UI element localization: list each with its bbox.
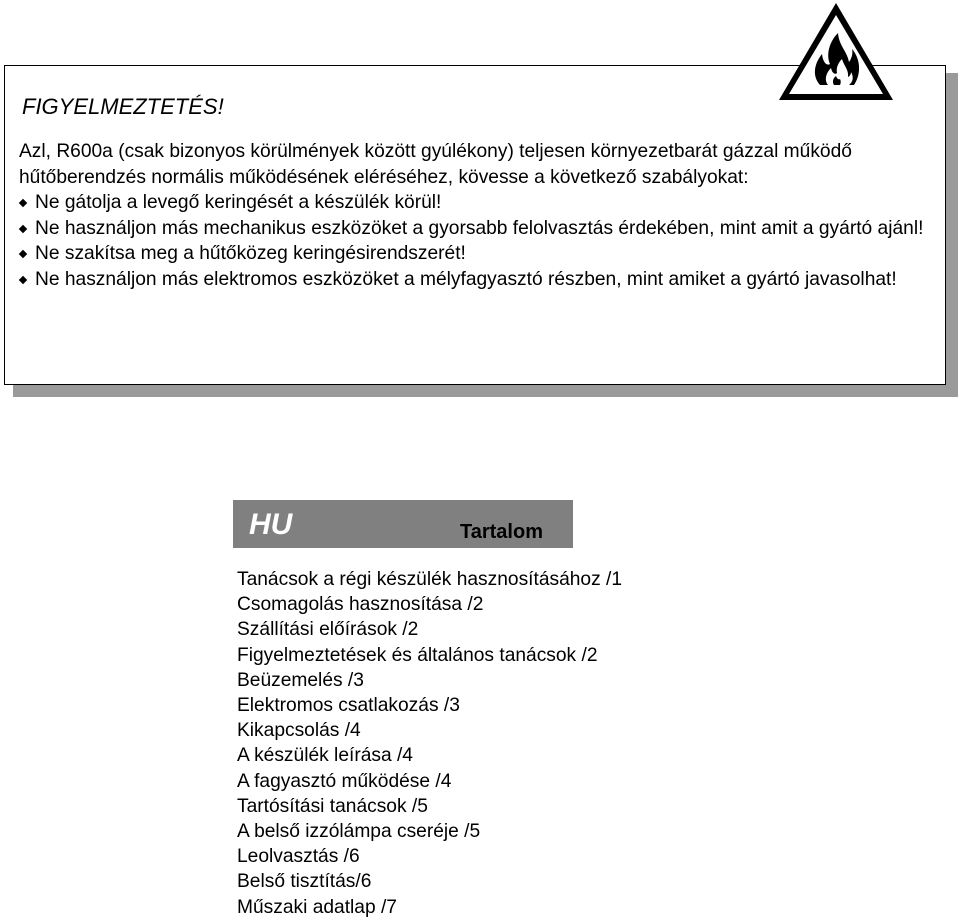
bullet-icon xyxy=(19,224,27,232)
warning-title: FIGYELMEZTETÉS! xyxy=(22,94,224,119)
toc-list xyxy=(237,567,622,920)
warning-rule-text: Ne gátolja a levegő keringését a készülék körül! xyxy=(35,192,442,213)
toc-entry: Műszaki adatlap /7 xyxy=(237,896,397,918)
toc-entry: Elektromos csatlakozás /3 xyxy=(237,695,460,717)
bullet-icon xyxy=(19,199,27,207)
warning-body xyxy=(19,139,934,292)
toc-entry: Beüzemelés /3 xyxy=(237,669,364,691)
toc-title: Tartalom xyxy=(460,521,543,543)
toc-entry: Belső tisztítás/6 xyxy=(237,871,372,893)
bullet-icon xyxy=(19,275,27,283)
warning-rule xyxy=(19,267,934,293)
warning-rule xyxy=(19,190,934,216)
toc-entry: Tartósítási tanácsok /5 xyxy=(237,795,428,817)
warning-rule-text: Ne használjon más elektromos eszközöket a mélyfagyasztó részben, mint amiket a gyártó javasolhat! xyxy=(35,268,897,290)
warning-box xyxy=(4,65,946,385)
toc-entry: Tanácsok a régi készülék hasznosításához /1 xyxy=(237,569,623,590)
flammable-warning-icon xyxy=(776,0,896,104)
warning-rule xyxy=(19,241,934,267)
toc-header xyxy=(233,500,573,548)
toc-entry: Leolvasztás /6 xyxy=(237,846,360,868)
toc-entry: A fagyasztó működése /4 xyxy=(237,770,452,792)
toc-entry: A készülék leírása /4 xyxy=(237,745,413,767)
bullet-icon xyxy=(19,250,27,258)
warning-rules-list xyxy=(19,190,934,292)
toc-entry: A belső izzólámpa cseréje /5 xyxy=(237,821,481,843)
toc-entry: Szállítási előírások /2 xyxy=(237,619,419,641)
warning-intro: Azl, R600a (csak bizonyos körülmények között gyúlékony) teljesen környezetbarát gázzal működő hűtőberendzés normális működésének eléréséhez, kövesse a következő szabályokat: xyxy=(19,141,852,188)
toc-entry: Csomagolás hasznosítása /2 xyxy=(237,594,484,616)
warning-rule-text: Ne szakítsa meg a hűtőközeg keringésirendszerét! xyxy=(35,243,466,264)
warning-rule-text: Ne használjon más mechanikus eszközöket a gyorsabb felolvasztás érdekében, mint amit a gyártó ajánl! xyxy=(35,217,924,239)
warning-rule xyxy=(19,216,934,242)
toc-entry: Figyelmeztetések és általános tanácsok /2 xyxy=(237,644,598,666)
toc-entry: Kikapcsolás /4 xyxy=(237,720,361,742)
language-code: HU xyxy=(249,508,293,541)
